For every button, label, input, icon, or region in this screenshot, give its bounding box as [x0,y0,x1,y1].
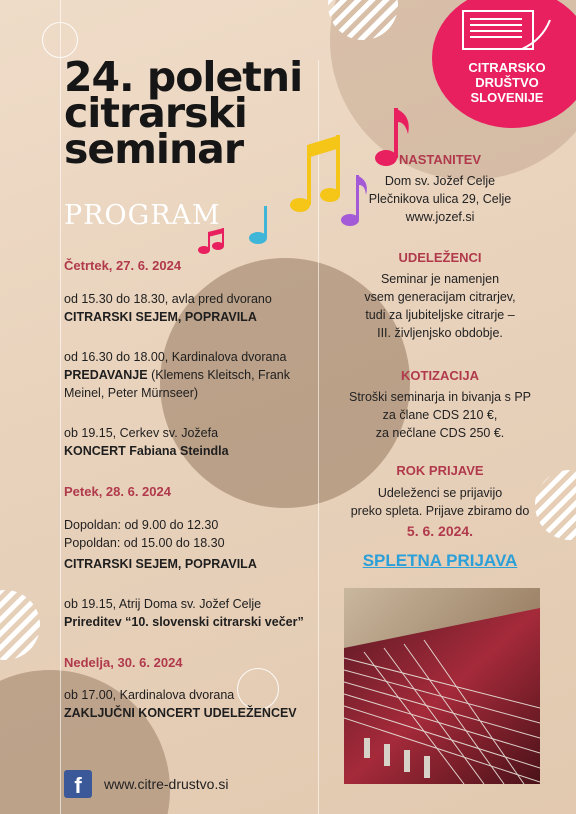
event-name: ZAKLJUČNI KONCERT UDELEŽENCEV [64,706,297,720]
nastanitev-line: www.jozef.si [405,210,475,224]
rok-line: preko spleta. Prijave zbiramo do [350,504,530,518]
day-heading: Petek, 28. 6. 2024 [64,484,171,499]
day-heading: Nedelja, 30. 6. 2024 [64,655,183,670]
kotizacija-line: za nečlane CDS 250 €. [375,426,505,440]
logo-line-3: SLOVENIJE [470,90,544,105]
registration-link[interactable]: SPLETNA PRIJAVA [362,551,518,570]
event-name: Prireditev “10. slovenski citrarski večer” [64,615,304,629]
udelezenci-line: III. življenjsko obdobje. [377,326,503,340]
udelezenci-line: tudi za ljubiteljske citrarje – [365,308,515,322]
title-line-1: 24. poletni [64,53,303,101]
nastanitev-line: Plečnikova ulica 29, Celje [368,192,512,206]
facebook-icon[interactable]: f [64,770,92,798]
day-heading: Četrtek, 27. 6. 2024 [64,258,182,273]
event-info-2: Popoldan: od 15.00 do 18.30 [64,536,225,550]
kotizacija-line: za člane CDS 210 €, [382,408,498,422]
kotizacija-line: Stroški seminarja in bivanja s PP [348,390,532,404]
udelezenci-line: Seminar je namenjen [380,272,500,286]
bg-vertical-line [60,0,61,814]
event-info: ob 17.00, Kardinalova dvorana [64,688,235,702]
logo-line-2: DRUŠTVO [475,75,539,90]
zither-photo [344,588,540,784]
rok-date: 5. 6. 2024. [406,523,474,539]
event-name: KONCERT Fabiana Steindla [64,444,229,458]
event-info: ob 19.15, Atrij Doma sv. Jožef Celje [64,597,262,611]
music-note-pink-small [198,228,224,254]
event-description [64,366,314,402]
music-note-blue [249,206,267,244]
event-name: PREDAVANJE [64,368,148,382]
udelezenci-line: vsem generacijam citrarjev, [364,290,516,304]
event-info: od 16.30 do 18.00, Kardinalova dvorana [64,350,287,364]
website-url[interactable]: www.citre-drustvo.si [104,776,229,792]
event-name: CITRARSKI SEJEM, POPRAVILA [64,310,257,324]
rok-line: Udeleženci se prijavijo [377,486,503,500]
book-icon [462,10,552,52]
udelezenci-heading: UDELEŽENCI [398,250,482,265]
event-info: Dopoldan: od 9.00 do 12.30 [64,518,219,532]
title-line-2: citrarski [64,89,247,137]
kotizacija-heading: KOTIZACIJA [401,368,479,383]
event-info: ob 19.15, Cerkev sv. Jožefa [64,426,219,440]
nastanitev-heading: NASTANITEV [398,152,482,167]
event-info: od 15.30 do 18.30, avla pred dvorano [64,292,272,306]
rok-heading: ROK PRIJAVE [396,463,484,478]
program-heading: PROGRAM [64,200,221,231]
bg-striped-circle [0,590,40,660]
title-line-3: seminar [64,125,244,173]
event-name: CITRARSKI SEJEM, POPRAVILA [64,557,257,571]
nastanitev-line: Dom sv. Jožef Celje [384,174,496,188]
logo-line-1: CITRARSKO [468,60,546,75]
event-extra: (Klemens Kleitsch, Frank Meinel, Peter Mürnseer) [64,368,291,400]
